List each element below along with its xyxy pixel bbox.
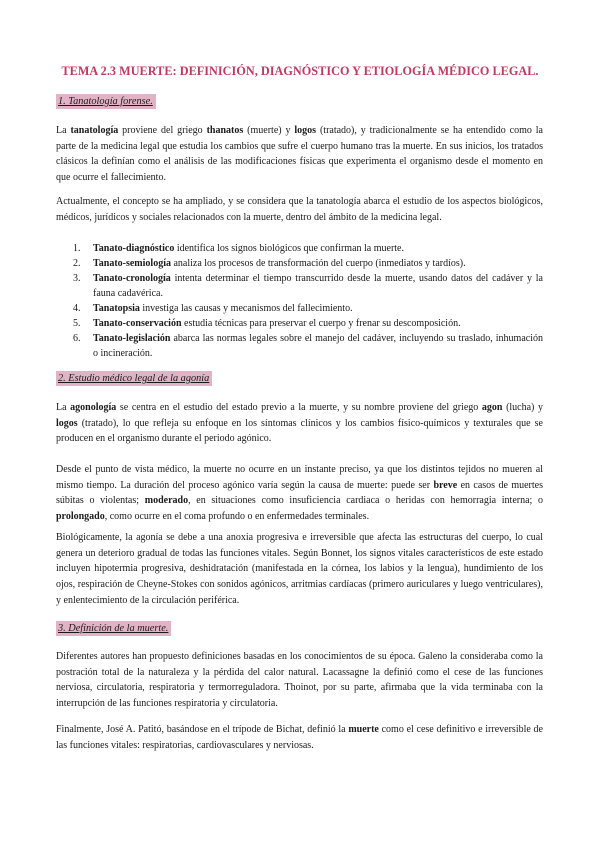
- section-heading-text: 1. Tanatología forense.: [58, 96, 153, 107]
- paragraph-proceso-agonico: [56, 462, 543, 525]
- bold-term: moderado: [144, 495, 189, 507]
- section-heading-agonia: [56, 371, 212, 386]
- bold-term: tanatología: [70, 125, 119, 136]
- text-run: como el cese definitivo e irreversible de las funciones vitales: respiratorias, cardiovasculares y nerviosas.: [56, 724, 543, 751]
- text-run: Finalmente, José A. Patitó, basándose en el trípode de Bichat, definió la: [56, 724, 349, 735]
- section-heading-definicion: [56, 621, 171, 636]
- list-item: [56, 271, 543, 301]
- list-item: [56, 256, 543, 271]
- text-run: proviene del griego: [118, 125, 207, 136]
- bold-term: muerte: [348, 724, 379, 735]
- list-number: 6.: [73, 333, 81, 344]
- bold-term: agonología: [70, 402, 117, 413]
- list-item-text: identifica los signos biológicos que confirman la muerte.: [174, 243, 404, 254]
- list-number: 5.: [73, 318, 81, 329]
- text-run: en casos de muertes súbitas o violentas;: [56, 479, 543, 507]
- list-item-text: estudia técnicas para preservar el cuerpo y frenar su descomposición.: [181, 318, 461, 329]
- bold-term: Tanato-legislación: [93, 333, 171, 344]
- bold-term: logos: [56, 417, 78, 429]
- bold-term: Tanato-diagnóstico: [93, 243, 175, 254]
- list-item-text: analiza los procesos de transformación del cuerpo (inmediatos y tardíos).: [170, 258, 466, 269]
- section-heading-tanatologia: [56, 94, 156, 109]
- paragraph-definicion-patito: [56, 722, 543, 753]
- text-run: (tratado), y tradicionalmente se ha entendido como la parte de la medicina legal que estudia los cambios que sufre el cuerpo humano tras la muerte. En sus inicios, los tratados clásicos la definían como el análisis de las modificaciones físicas que experimenta el organismo desde el momento en que ocurre el fallecimiento.: [56, 125, 543, 184]
- paragraph-tanatologia-origin: [56, 123, 543, 186]
- text-run: (muerte) y: [243, 125, 295, 136]
- list-item-text: intenta determinar el tiempo transcurrido desde la muerte, usando datos del cadáver y la fauna cadavérica.: [93, 273, 543, 299]
- text-run: se centra en el estudio del estado previo a la muerte, y su nombre proviene del griego: [116, 402, 482, 413]
- list-item: [56, 241, 543, 256]
- paragraph-agonologia: [56, 400, 543, 447]
- text-run: La: [56, 125, 71, 136]
- bold-term: Tanato-cronología: [93, 273, 171, 284]
- paragraph-biologia-agonia: Biológicamente, la agonía se debe a una anoxia progresiva e irreversible que afecta las estructuras del cuerpo, lo cual genera un deterioro gradual de todas las funciones vitales. Según Bonnet, los signos vitales característicos de este estado incluyen hipotermia progresiva, deshidratación (manifestada en la córnea, los labios y la lengua), hundimiento de los ojos, respiración de Cheyne-Stokes con sonidos agónicos, arritmias cardíacas (primero auriculares y luego ventriculares), y enlentecimiento de la circulación periférica.: [56, 532, 543, 606]
- bold-term: logos: [294, 125, 317, 136]
- list-number: 2.: [73, 258, 81, 269]
- text-run: , como ocurre en el coma profundo o en enfermedades terminales.: [104, 511, 370, 523]
- bold-term: prolongado: [56, 511, 105, 523]
- list-item: [56, 316, 543, 331]
- paragraph-tanatologia-actual: Actualmente, el concepto se ha ampliado, y se considera que la tanatología abarca el estudio de los aspectos biológicos, médicos, jurídicos y sociales relacionados con la muerte, dentro del ámbito de la medicina legal.: [56, 196, 543, 223]
- section-heading-text: 3. Definición de la muerte.: [58, 623, 169, 634]
- list-number: 4.: [73, 303, 81, 314]
- document-title: TEMA 2.3 MUERTE: DEFINICIÓN, DIAGNÓSTICO Y ETIOLOGÍA MÉDICO LEGAL.: [61, 64, 539, 78]
- list-item-text: investiga las causas y mecanismos del fallecimiento.: [139, 303, 353, 314]
- bold-term: agon: [481, 402, 503, 413]
- bold-term: Tanato-semiología: [93, 258, 171, 269]
- text-run: , en situaciones como insuficiencia cardiaca o heridas con hemorragia interna; o: [188, 495, 543, 507]
- list-number: 3.: [73, 273, 81, 284]
- section-heading-text: 2. Estudio médico legal de la agonía: [58, 373, 210, 384]
- text-run: (tratado), lo que refleja su enfoque en los síntomas clínicos y los cambios físico-químicos y texturales que se producen en el organismo durante el periodo agónico.: [56, 417, 543, 445]
- paragraph-definiciones-autores: Diferentes autores han propuesto definiciones basadas en los conocimientos de su época. Galeno la consideraba como la postración total de la naturaleza y la pérdida del calor natural. Lacassagne la definió como el cese de las funciones nerviosa, circulatoria, respiratoria y termorreguladora. Thoinot, por su parte, afirmaba que la vida terminaba con la interrupción de las funciones respiratoria y circulatoria.: [56, 651, 543, 710]
- text-run: La: [56, 402, 71, 413]
- list-item-text: abarca las normas legales sobre el manejo del cadáver, incluyendo su traslado, inhumación o incineración.: [93, 333, 543, 359]
- bold-term: Tanato-conservación: [93, 318, 182, 329]
- text-run: Desde el punto de vista médico, la muerte no ocurre en un instante preciso, ya que los distintos tejidos no mueren al mismo tiempo. La duración del proceso agónico varía según la causa de muerte: puede ser: [56, 464, 543, 491]
- bold-term: Tanatopsia: [93, 303, 140, 314]
- list-item: [56, 301, 543, 316]
- bold-term: thanatos: [206, 125, 244, 136]
- bold-term: breve: [433, 479, 458, 491]
- list-number: 1.: [73, 243, 81, 254]
- tanatologia-branches-list: [56, 241, 543, 361]
- list-item: [56, 331, 543, 361]
- text-run: (lucha) y: [502, 402, 543, 413]
